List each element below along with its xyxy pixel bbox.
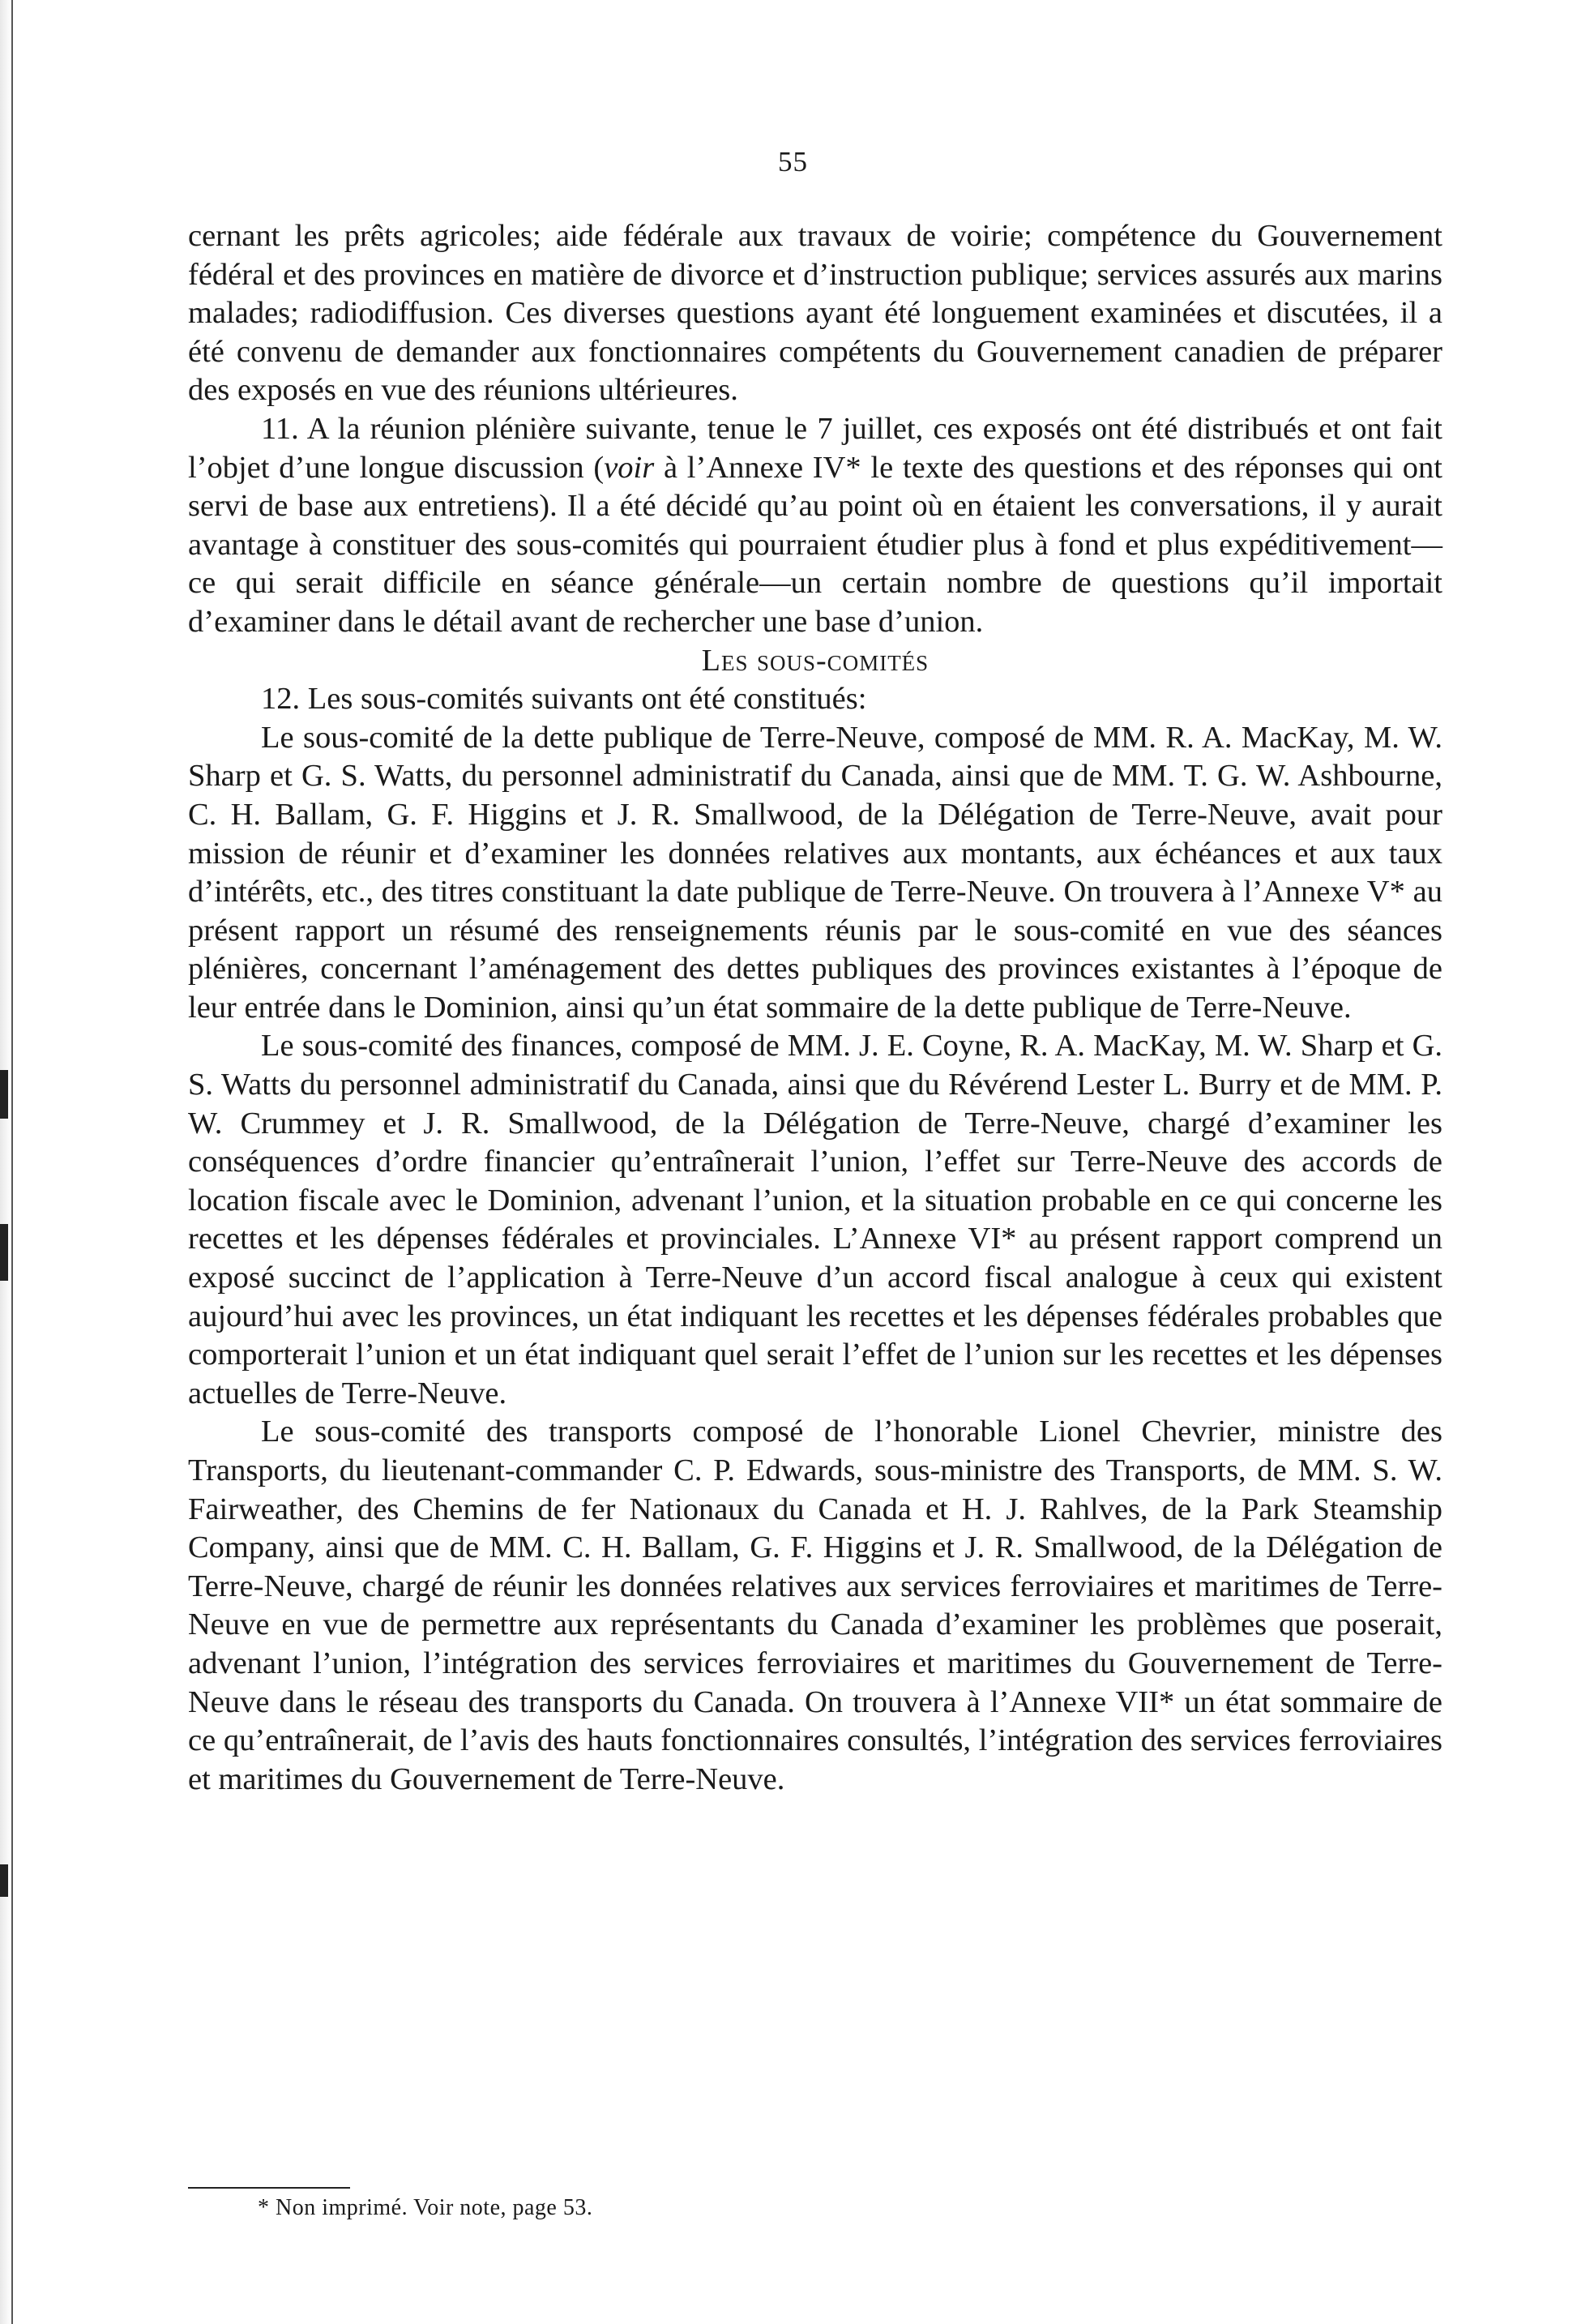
- paragraph-12: 12. Les sous-comités suivants ont été constitués:: [261, 682, 867, 717]
- paragraph-11-voir: voir: [604, 450, 655, 485]
- paragraph-11: [188, 410, 1442, 642]
- scan-edge-mark: [0, 1224, 8, 1281]
- paragraph-11-text-end: à l’Annexe IV* le texte des questions et des réponses qui ont servi de base aux entretiens). Il a été décidé qu’au point où en étaient les conversations, il y aurait avantage à constituer des sous-comités qui pourraient étudier plus à fond et plus expéditivement—ce qui serait difficile en séance générale—un certain nombre de questions qu’il importait d’examiner dans le détail avant de rechercher une base d’union.: [188, 450, 1442, 639]
- section-heading: Les sous-comités: [701, 643, 930, 678]
- paragraph-transport-subcommittee: Le sous-comité des transports composé de l’honorable Lionel Chevrier, ministre des Transports, du lieutenant-commander C. P. Edwards, sous-ministre des Transports, de MM. S. W. Fairweather, des Chemins de fer Nationaux du Canada et H. J. Rahlves, de la Park Steamship Company, ainsi que de MM. C. H. Ballam, G. F. Higgins et J. R. Smallwood, de la Délégation de Terre-Neuve, chargé de réunir les données relatives aux services ferroviaires et maritimes de Terre-Neuve en vue de permettre aux représentants du Canada d’examiner les problèmes que poserait, advenant l’union, l’intégration des services ferroviaires et maritimes du Gouvernement de Terre-Neuve dans le réseau des transports du Canada. On trouvera à l’Annexe VII* un état sommaire de ce qu’entraînerait, de l’avis des hauts fonctionnaires consultés, l’intégration des services ferroviaires et maritimes du Gouvernement de Terre-Neuve.: [188, 1415, 1442, 1796]
- document-body: [188, 217, 1442, 1799]
- scan-edge-mark: [0, 1070, 8, 1119]
- footnote-rule: [188, 2187, 350, 2189]
- paragraph-11-text-start: 11. A la réunion plénière suivante, tenue le 7 juillet, ces exposés ont été distribués et ont fait l’objet d’une longue discussion (: [188, 411, 1442, 485]
- paragraph-public-debt-subcommittee: Le sous-comité de la dette publique de Terre-Neuve, composé de MM. R. A. MacKay, M. W. Sharp et G. S. Watts, du personnel administratif du Canada, ainsi que de MM. T. G. W. Ashbourne, C. H. Ballam, G. F. Higgins et J. R. Smallwood, de la Délégation de Terre-Neuve, avait pour mission de réunir et d’examiner les données relatives aux montants, aux échéances et aux taux d’intérêts, etc., des titres constituant la date publique de Terre-Neuve. On trouvera à l’Annexe V* au présent rapport un résumé des renseignements réunis par le sous-comité en vue des séances plénières, concernant l’aménagement des dettes publiques des provinces existantes à l’époque de leur entrée dans le Dominion, ainsi qu’un état sommaire de la dette publique de Terre-Neuve.: [188, 720, 1442, 1025]
- scan-edge-mark: [0, 1864, 8, 1897]
- paragraph-finance-subcommittee: Le sous-comité des finances, composé de MM. J. E. Coyne, R. A. MacKay, M. W. Sharp et G. S. Watts du personnel administratif du Canada, ainsi que du Révérend Lester L. Burry et de MM. P. W. Crummey et J. R. Smallwood, de la Délégation de Terre-Neuve, chargé d’examiner les conséquences d’ordre financier qu’entraînerait l’union, l’effet sur Terre-Neuve des accords de location fiscale avec le Dominion, advenant l’union, et la situation probable en ce qui concerne les recettes et les dépenses fédérales et provinciales. L’Annexe VI* au présent rapport comprend un exposé succinct de l’application à Terre-Neuve d’un accord fiscal analogue à ceux qui existent aujourd’hui avec les provinces, un état indiquant les recettes et les dépenses fédérales probables que comporterait l’union et un état indiquant quel serait l’effet de l’union sur les recettes et les dépenses actuelles de Terre-Neuve.: [188, 1029, 1442, 1410]
- footnote: * Non imprimé. Voir note, page 53.: [258, 2195, 593, 2220]
- page-number: 55: [778, 146, 808, 178]
- paragraph-continuation: cernant les prêts agricoles; aide fédérale aux travaux de voirie; compétence du Gouvernement fédéral et des provinces en matière de divorce et d’instruction publique; services assurés aux marins malades; radiodiffusion. Ces diverses questions ayant été longuement examinées et discutées, il a été convenu de demander aux fonctionnaires compétents du Gouvernement canadien de préparer des exposés en vue des réunions ultérieures.: [188, 219, 1442, 408]
- scan-page-edge: [0, 0, 13, 2324]
